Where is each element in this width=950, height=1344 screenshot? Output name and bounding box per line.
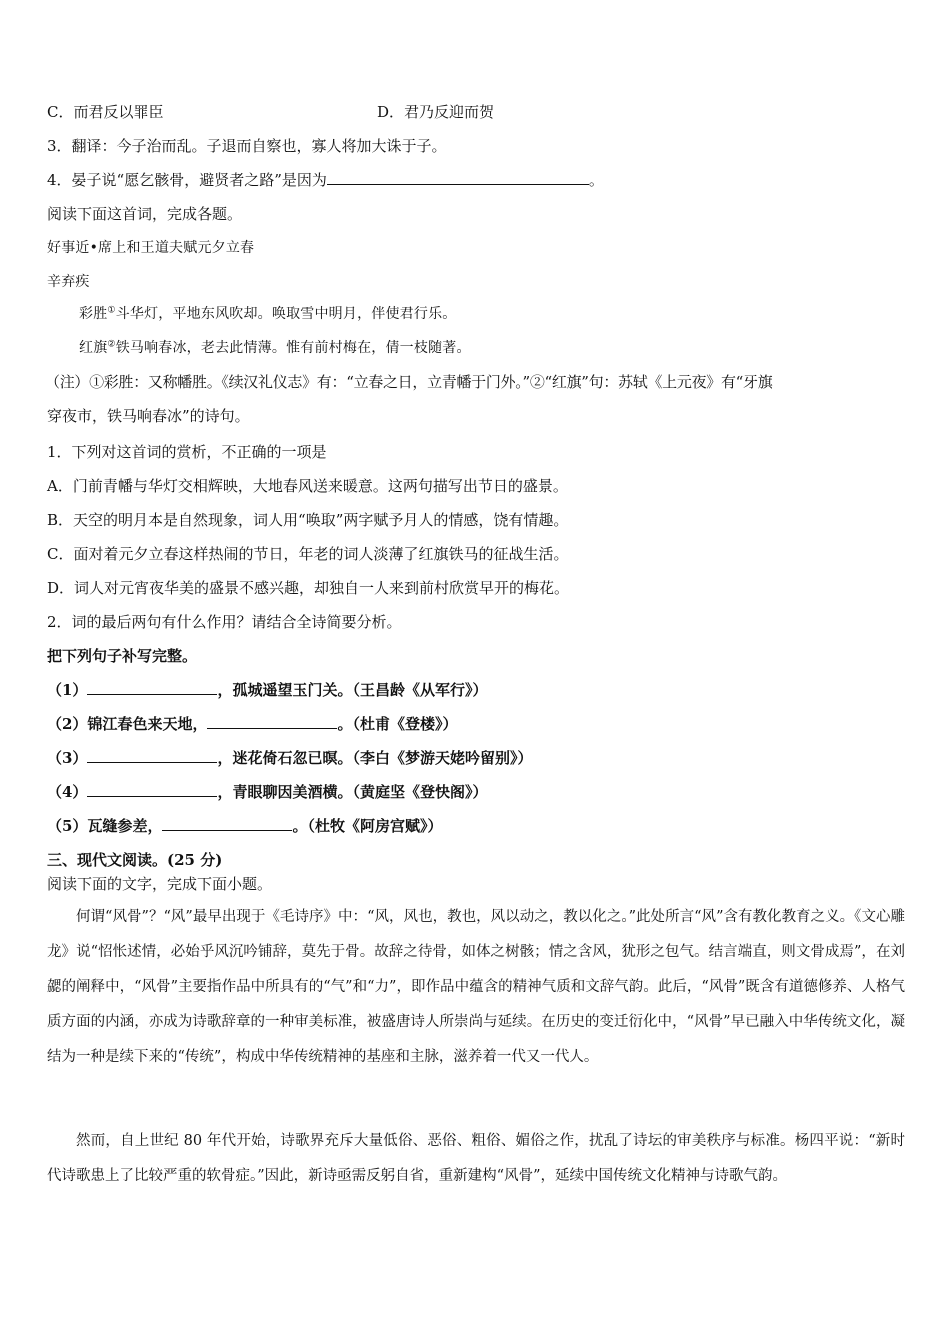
option-c: C．面对着元夕立春这样热闹的节日，年老的词人淡薄了红旗铁马的征战生活。 — [47, 545, 569, 563]
fill-item-prefix: （5）瓦缝参差， — [47, 817, 163, 835]
poem-line-2-a: 红旗 — [79, 340, 108, 356]
fill-item-prefix: （4） — [47, 783, 88, 801]
note-marker-1: ① — [107, 305, 116, 316]
poem-question-1: 1．下列对这首词的赏析，不正确的一项是 — [47, 443, 327, 461]
fill-item-prefix: （1） — [47, 681, 88, 699]
option-d: D．词人对元宵夜华美的盛景不感兴趣，却独自一人来到前村欣赏早开的梅花。 — [47, 579, 570, 597]
fill-item-1 — [47, 680, 487, 700]
poem-line-1 — [79, 304, 457, 324]
answer-blank[interactable] — [87, 782, 217, 797]
fill-item-text: 。（杜牧《阿房宫赋》） — [292, 817, 443, 835]
poem-line-2-b: 铁马响春冰，老去此情薄。惟有前村梅在，倩一枝随著。 — [115, 340, 471, 356]
poem-intro: 阅读下面这首词，完成各题。 — [47, 205, 243, 223]
reading-paragraph-1: 何谓“风骨”？“风”最早出现于《毛诗序》中：“风，风也，教也，风以动之，教以化之。”此处所言“风”含有教化教育之义。《文心雕龙》说“怊怅述情，必始乎风沉吟铺辞，莫先于骨。故辞之待骨，如体之树骸；情之含风，犹形之包气。结言端直，则文骨成焉”，在刘勰的阐释中，“风骨”主要指作品中所具有的“气”和“力”，即作品中蕴含的精神气质和文辞气韵。此后，“风骨”既含有道德修养、人格气质方面的内涵，亦成为诗歌辞章的一种审美标准，被盛唐诗人所崇尚与延续。在历史的变迁衍化中，“风骨”早已融入中华传统文化，凝结为一种是续下来的“传统”，构成中华传统精神的基座和主脉，滋养着一代又一代人。 — [47, 909, 905, 1065]
answer-blank[interactable] — [207, 714, 337, 729]
poem-line-2 — [79, 338, 471, 358]
poem-title: 好事近•席上和王道夫赋元夕立春 — [47, 240, 255, 256]
poem-author: 辛弃疾 — [47, 274, 90, 290]
fill-item-text: 。（杜甫《登楼》） — [337, 715, 458, 733]
fill-item-text: ，青眼聊因美酒横。（黄庭坚《登快阁》） — [217, 783, 488, 801]
fill-item-text: ，孤城遥望玉门关。（王昌龄《从军行》） — [217, 681, 488, 699]
poem-question-2: 2．词的最后两句有什么作用？请结合全诗简要分析。 — [47, 613, 402, 631]
note-marker-2: ② — [107, 339, 116, 350]
question-3: 3．翻译：今子治而乱。子退而自察也，寡人将加大诛于子。 — [47, 137, 447, 155]
fill-item-2 — [47, 714, 457, 734]
fill-item-3 — [47, 748, 532, 768]
fill-section-title: 把下列句子补写完整。 — [47, 647, 198, 665]
answer-blank[interactable] — [87, 680, 217, 695]
fill-item-prefix: （3） — [47, 749, 88, 767]
poem-line-1-a: 彩胜 — [79, 306, 108, 322]
answer-blank[interactable] — [327, 170, 589, 185]
fill-item-prefix: （2）锦江春色来天地， — [47, 715, 208, 733]
section-3-intro: 阅读下面的文字，完成下面小题。 — [47, 875, 273, 893]
question-4 — [47, 170, 604, 190]
fill-item-text: ，迷花倚石忽已暝。（李白《梦游天姥吟留别》） — [217, 749, 533, 767]
option-b: B．天空的明月本是自然现象，词人用“唤取”两字赋予月人的情感，饶有情趣。 — [47, 511, 569, 529]
poem-note-line-1: （注）①彩胜：又称幡胜。《续汉礼仪志》有：“立春之日，立青幡于门外。”②“红旗”句：苏轼《上元夜》有“牙旗 — [45, 373, 773, 391]
answer-blank[interactable] — [87, 748, 217, 763]
poem-note-line-2: 穿夜市，铁马响春冰”的诗句。 — [47, 407, 250, 425]
reading-paragraph-2: 然而，自上世纪 80 年代开始，诗歌界充斥大量低俗、恶俗、粗俗、媚俗之作，扰乱了诗坛的审美秩序与标准。杨四平说：“新时代诗歌患上了比较严重的软骨症。”因此，新诗亟需反躬自省，重新建构“风骨”，延续中国传统文化精神与诗歌气韵。 — [47, 1133, 905, 1184]
option-a: A．门前青幡与华灯交相辉映，大地春风送来暖意。这两句描写出节日的盛景。 — [47, 477, 568, 495]
answer-blank[interactable] — [162, 816, 292, 831]
option-d: D．君乃反迎而贺 — [377, 103, 495, 121]
question-4-text: 4．晏子说“愿乞骸骨，避贤者之路”是因为 — [47, 171, 327, 189]
fill-item-4 — [47, 782, 487, 802]
fill-item-5 — [47, 816, 442, 836]
option-c: C．而君反以罪臣 — [47, 103, 164, 121]
question-4-end: 。 — [588, 171, 604, 189]
section-3-title: 三、现代文阅读。(25 分) — [47, 851, 223, 869]
poem-line-1-b: 斗华灯，平地东风吹却。唤取雪中明月，伴使君行乐。 — [115, 306, 457, 322]
